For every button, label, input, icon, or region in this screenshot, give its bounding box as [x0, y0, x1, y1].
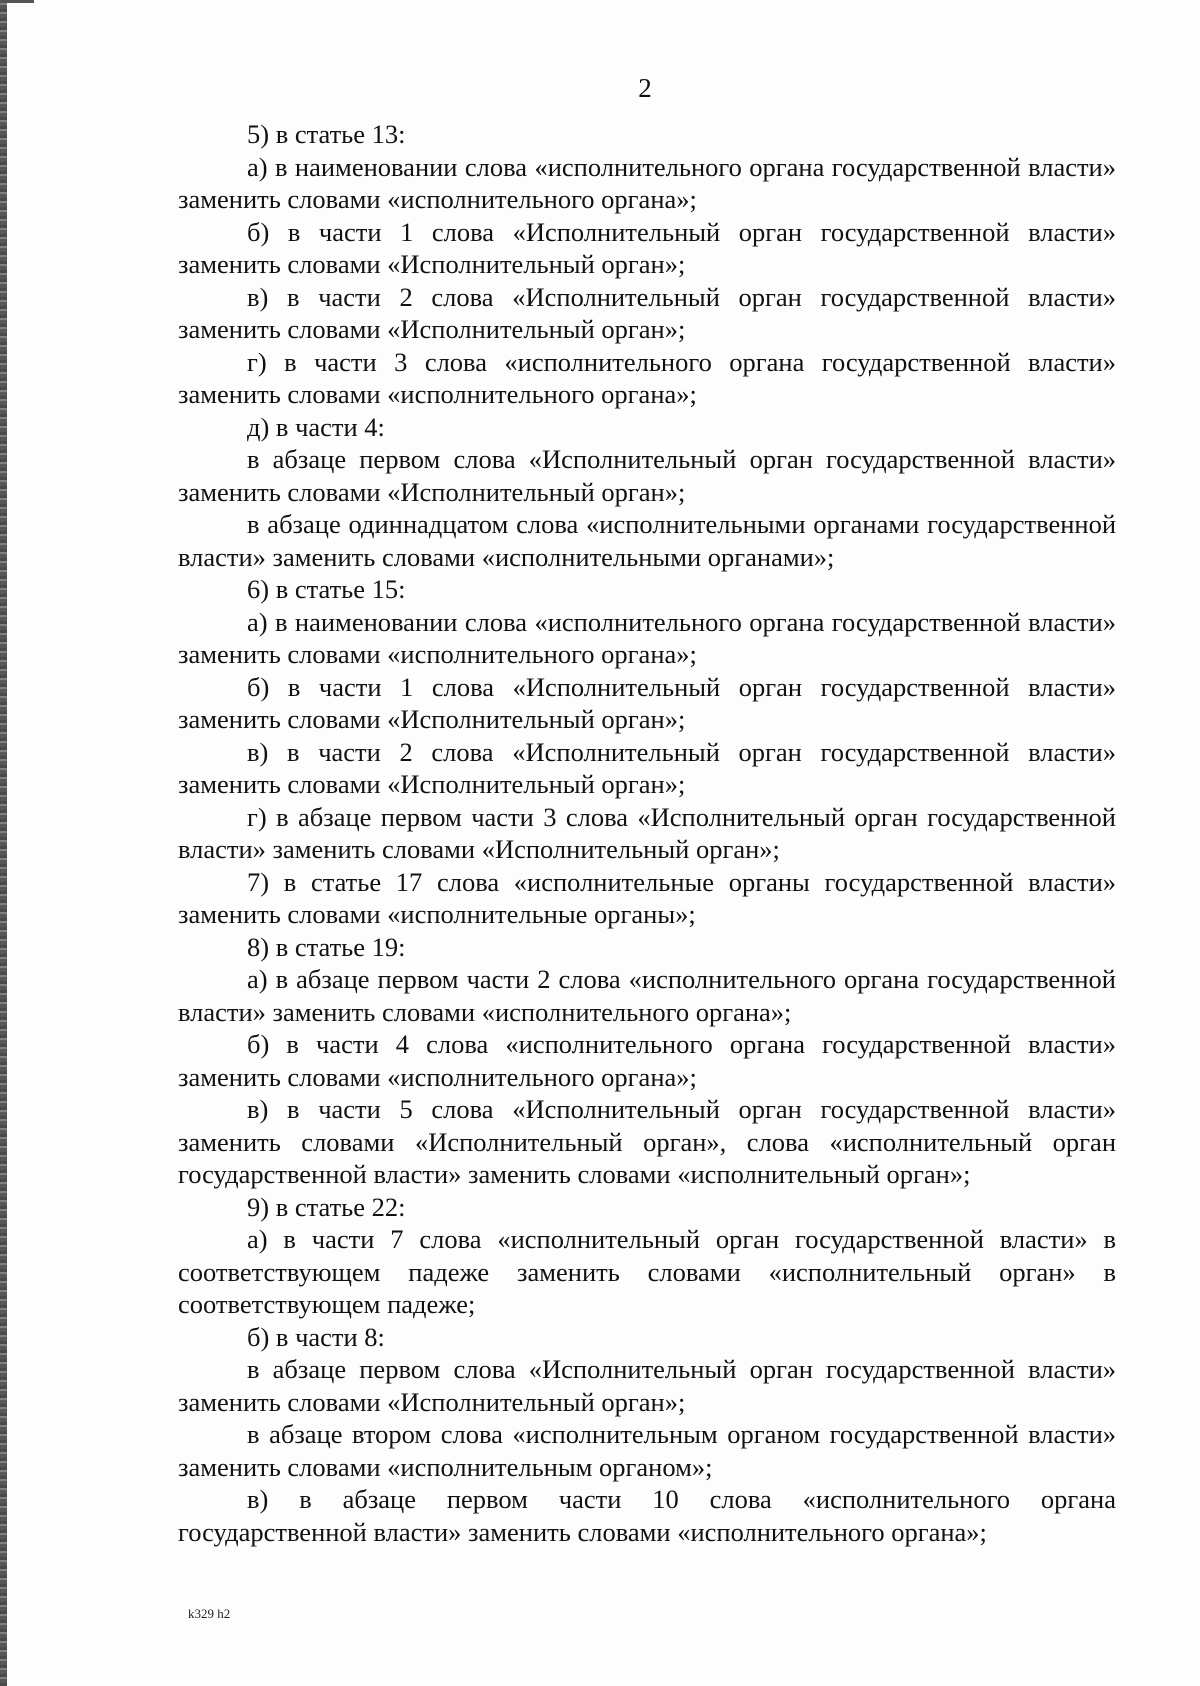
- paragraph: в абзаце одиннадцатом слова «исполнительными органами государственной власти» заменить словами «исполнительными органами»;: [178, 509, 1116, 572]
- footer-document-code: k329 h2: [188, 1606, 231, 1621]
- paragraph: а) в наименовании слова «исполнительного органа государственной власти» заменить словами «исполнительного органа»;: [178, 151, 1116, 214]
- paragraph: в абзаце втором слова «исполнительным органом государственной власти» заменить словами «исполнительным органом»;: [178, 1419, 1116, 1482]
- paragraph: в) в абзаце первом части 10 слова «исполнительного органа государственной власти» заменить словами «исполнительного органа»;: [178, 1484, 1116, 1547]
- scan-corner-artifact: [0, 0, 34, 3]
- paragraph: в) в части 5 слова «Исполнительный орган государственной власти» заменить словами «Исполнительный орган», слова «исполнительный орган государственной власти» заменить словами «исполнительный орган»;: [178, 1094, 1116, 1189]
- paragraph: г) в абзаце первом части 3 слова «Исполнительный орган государственной власти» заменить словами «Исполнительный орган»;: [178, 801, 1116, 864]
- paragraph: 7) в статье 17 слова «исполнительные органы государственной власти» заменить словами «исполнительные органы»;: [178, 866, 1116, 929]
- paragraph: а) в наименовании слова «исполнительного органа государственной власти» заменить словами «исполнительного органа»;: [178, 606, 1116, 669]
- paragraph: д) в части 4:: [247, 411, 385, 442]
- paragraph: г) в части 3 слова «исполнительного органа государственной власти» заменить словами «исполнительного органа»;: [178, 346, 1116, 409]
- paragraph: в) в части 2 слова «Исполнительный орган государственной власти» заменить словами «Исполнительный орган»;: [178, 281, 1116, 344]
- paragraph: 9) в статье 22:: [247, 1191, 406, 1222]
- paragraph: б) в части 1 слова «Исполнительный орган государственной власти» заменить словами «Исполнительный орган»;: [178, 671, 1116, 734]
- paragraph: в абзаце первом слова «Исполнительный орган государственной власти» заменить словами «Исполнительный орган»;: [178, 444, 1116, 507]
- scan-edge-artifact: [0, 0, 7, 1686]
- page-number: 2: [638, 73, 652, 103]
- paragraph: 8) в статье 19:: [247, 931, 406, 962]
- paragraph: в абзаце первом слова «Исполнительный орган государственной власти» заменить словами «Исполнительный орган»;: [178, 1354, 1116, 1417]
- paragraph: 5) в статье 13:: [247, 119, 406, 149]
- paragraph: а) в части 7 слова «исполнительный орган государственной власти» в соответствующем падеже заменить словами «исполнительный орган» в соответствующем падеже;: [178, 1224, 1116, 1319]
- paragraph: б) в части 1 слова «Исполнительный орган государственной власти» заменить словами «Исполнительный орган»;: [178, 216, 1116, 279]
- paragraph: б) в части 4 слова «исполнительного органа государственной власти» заменить словами «исполнительного органа»;: [178, 1029, 1116, 1092]
- paragraph: 6) в статье 15:: [247, 574, 406, 604]
- paragraph: в) в части 2 слова «Исполнительный орган государственной власти» заменить словами «Исполнительный орган»;: [178, 736, 1116, 799]
- paragraph: а) в абзаце первом части 2 слова «исполнительного органа государственной власти» заменить словами «исполнительного органа»;: [178, 964, 1116, 1027]
- paragraph: б) в части 8:: [247, 1321, 385, 1352]
- document-body: [178, 118, 1116, 1548]
